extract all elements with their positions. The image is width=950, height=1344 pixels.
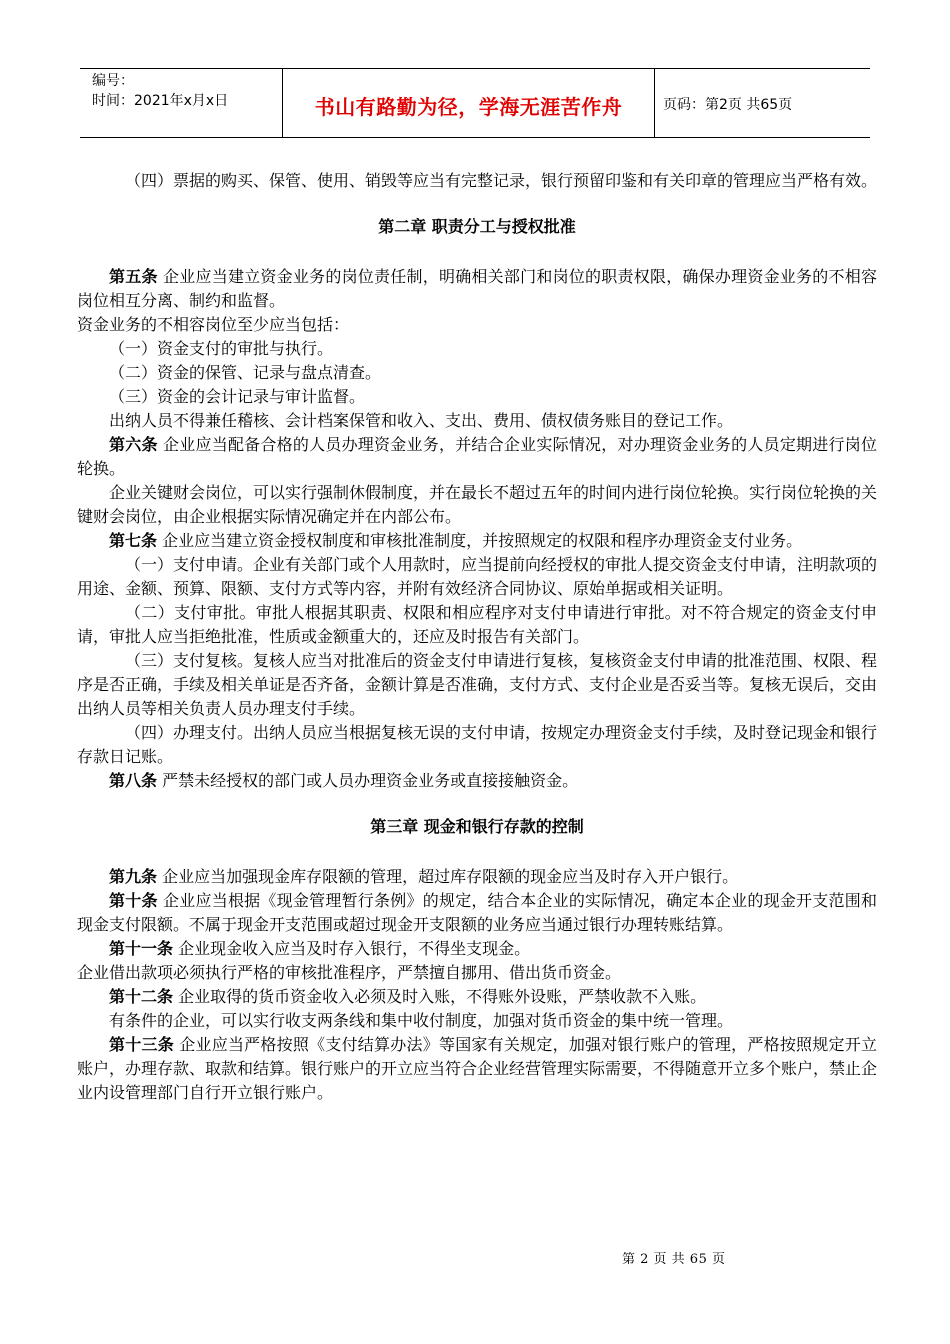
article-text: 企业应当严格按照《支付结算办法》等国家有关规定，加强对银行账户的管理，严格按照规定开立账户，办理存款、取款和结算。银行账户的开立应当符合企业经营管理实际需要，不得随意开立多个账户，禁止企业内设管理部门自行开立银行账户。 <box>77 1035 878 1102</box>
article-8 <box>77 769 877 793</box>
paragraph: 资金业务的不相容岗位至少应当包括： <box>77 315 350 334</box>
article-title: 第十条 <box>109 891 158 910</box>
article-text: 企业现金收入应当及时存入银行，不得坐支现金。 <box>173 939 531 958</box>
article-title: 第七条 <box>109 531 158 550</box>
article-6 <box>77 433 877 481</box>
header-meta-cell <box>80 69 283 137</box>
article-title: 第十一条 <box>109 939 174 958</box>
document-number-label: 编号： <box>92 73 134 89</box>
article-title: 第八条 <box>109 771 158 790</box>
paragraph: 出纳人员不得兼任稽核、会计档案保管和收入、支出、费用、债权债务账目的登记工作。 <box>109 411 734 430</box>
article-title: 第十二条 <box>109 987 174 1006</box>
article-text: 企业应当加强现金库存限额的管理，超过库存限额的现金应当及时存入开户银行。 <box>157 867 739 886</box>
article-text: 企业取得的货币资金收入必须及时入账，不得账外设账，严禁收款不入账。 <box>173 987 707 1006</box>
list-item: （二）支付审批。审批人根据其职责、权限和相应程序对支付申请进行审批。对不符合规定的资金支付申请，审批人应当拒绝批准，性质或金额重大的，还应及时报告有关部门。 <box>77 603 877 646</box>
paragraph: 企业关键财会岗位，可以实行强制休假制度，并在最长不超过五年的时间内进行岗位轮换。实行岗位轮换的关键财会岗位，由企业根据实际情况确定并在内部公布。 <box>77 483 878 526</box>
article-title: 第十三条 <box>109 1035 174 1054</box>
document-body <box>77 169 877 1105</box>
list-item: （二）资金的保管、记录与盘点清查。 <box>109 363 382 382</box>
header-page-info: 页码：第2页 共65页 <box>663 97 793 113</box>
document-header <box>80 68 870 138</box>
paragraph: 有条件的企业，可以实行收支两条线和集中收付制度，加强对货币资金的集中统一管理。 <box>109 1011 734 1030</box>
list-item: （三）资金的会计记录与审计监督。 <box>109 387 366 406</box>
article-5 <box>77 265 877 313</box>
list-item: （一）支付申请。企业有关部门或个人用款时，应当提前向经授权的审批人提交资金支付申请，注明款项的用途、金额、预算、限额、支付方式等内容，并附有效经济合同协议、原始单据或相关证明。 <box>77 555 878 598</box>
page-footer: 第 2 页 共 65 页 <box>622 1252 726 1267</box>
article-title: 第九条 <box>109 867 158 886</box>
article-9 <box>77 865 877 889</box>
article-title: 第五条 <box>109 267 158 286</box>
chapter-heading: 第二章 职责分工与授权批准 <box>378 217 576 236</box>
list-item: （三）支付复核。复核人应当对批准后的资金支付申请进行复核，复核资金支付申请的批准范围、权限、程序是否正确，手续及相关单证是否齐备，金额计算是否准确，支付方式、支付企业是否妥当等。复核无误后，交由出纳人员等相关负责人员办理支付手续。 <box>77 651 878 718</box>
list-item: （一）资金支付的审批与执行。 <box>109 339 334 358</box>
article-text: 企业应当建立资金业务的岗位责任制，明确相关部门和岗位的职责权限，确保办理资金业务的不相容岗位相互分离、制约和监督。 <box>77 267 877 310</box>
paragraph: （四）票据的购买、保管、使用、销毁等应当有完整记录，银行预留印鉴和有关印章的管理应当严格有效。 <box>125 171 878 190</box>
article-11 <box>77 937 877 961</box>
article-7 <box>77 529 877 553</box>
article-10 <box>77 889 877 937</box>
header-motto: 书山有路勤为径，学海无涯苦作舟 <box>283 69 655 137</box>
article-13 <box>77 1033 877 1105</box>
article-12 <box>77 985 877 1009</box>
document-date-label: 时间：2021年x月x日 <box>92 93 229 109</box>
article-text: 企业应当建立资金授权制度和审核批准制度，并按照规定的权限和程序办理资金支付业务。 <box>157 531 803 550</box>
chapter-heading: 第三章 现金和银行存款的控制 <box>370 817 584 836</box>
paragraph: 企业借出款项必须执行严格的审核批准程序，严禁擅自挪用、借出货币资金。 <box>77 963 622 982</box>
list-item: （四）办理支付。出纳人员应当根据复核无误的支付申请，按规定办理资金支付手续，及时登记现金和银行存款日记账。 <box>77 723 878 766</box>
article-title: 第六条 <box>109 435 158 454</box>
article-text: 企业应当根据《现金管理暂行条例》的规定，结合本企业的实际情况，确定本企业的现金开支范围和现金支付限额。不属于现金开支范围或超过现金开支限额的业务应当通过银行办理转账结算。 <box>77 891 877 934</box>
article-text: 企业应当配备合格的人员办理资金业务，并结合企业实际情况，对办理资金业务的人员定期进行岗位轮换。 <box>77 435 877 478</box>
article-text: 严禁未经授权的部门或人员办理资金业务或直接接触资金。 <box>157 771 579 790</box>
